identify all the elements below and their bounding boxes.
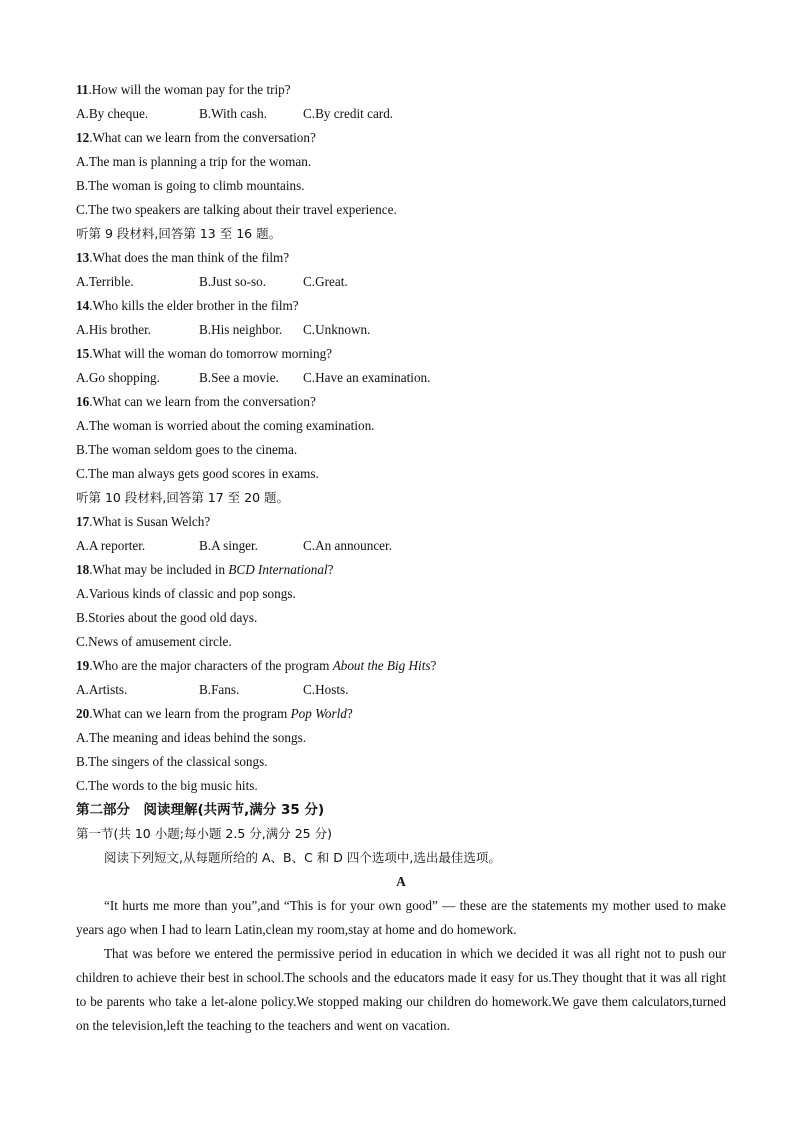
question-stem: .Who kills the elder brother in the film? xyxy=(89,298,299,313)
question-number: 12 xyxy=(76,130,90,145)
question-number: 14 xyxy=(76,298,90,313)
question-20 xyxy=(76,702,726,726)
question-number: 19 xyxy=(76,658,90,673)
question-12 xyxy=(76,126,726,150)
passage-paragraph-2 xyxy=(76,942,726,1038)
option-b: B.Stories about the good old days. xyxy=(76,610,258,625)
option-b: B.See a movie. xyxy=(199,370,279,385)
question-mark: ? xyxy=(346,706,353,721)
options-row xyxy=(76,534,726,558)
options-row xyxy=(76,270,726,294)
question-stem: .What is Susan Welch? xyxy=(89,514,211,529)
question-number: 20 xyxy=(76,706,90,721)
option-b: B.The woman seldom goes to the cinema. xyxy=(76,442,298,457)
question-stem: .What will the woman do tomorrow morning? xyxy=(89,346,333,361)
question-13 xyxy=(76,246,726,270)
option-c: C.The words to the big music hits. xyxy=(76,778,258,793)
question-15 xyxy=(76,342,726,366)
question-18 xyxy=(76,558,726,582)
option-c: C.News of amusement circle. xyxy=(76,634,232,649)
option-a: A.Terrible. xyxy=(76,274,134,289)
program-title: Pop World xyxy=(290,706,347,721)
program-title: BCD International xyxy=(228,562,328,577)
option-a: A.The meaning and ideas behind the songs. xyxy=(76,730,306,745)
reading-instruction: 阅读下列短文,从每题所给的 A、B、C 和 D 四个选项中,选出最佳选项。 xyxy=(104,850,501,865)
options-row xyxy=(76,318,726,342)
question-19 xyxy=(76,654,726,678)
question-number: 11 xyxy=(76,82,89,97)
section-one-title: 第一节(共 10 小题;每小题 2.5 分,满分 25 分) xyxy=(76,826,332,841)
question-number: 15 xyxy=(76,346,90,361)
option-c: C.Unknown. xyxy=(303,322,371,337)
question-11 xyxy=(76,78,726,102)
option-b: B.With cash. xyxy=(199,106,267,121)
option-b: B.Fans. xyxy=(199,682,240,697)
option-a: A.A reporter. xyxy=(76,538,146,553)
question-number: 13 xyxy=(76,250,90,265)
options-row xyxy=(76,366,726,390)
option-c: C.By credit card. xyxy=(303,106,394,121)
paragraph-text: “It hurts me more than you”,and “This is for your own good” — these are the statements my mother used to make years ago when I had to learn Latin,clean my room,stay at home and do homework. xyxy=(76,898,726,937)
question-mark: ? xyxy=(430,658,437,673)
question-stem: .What can we learn from the conversation? xyxy=(89,130,316,145)
option-a: A.The man is planning a trip for the woman. xyxy=(76,154,312,169)
paragraph-text: That was before we entered the permissive period in education in which we decided it was all right not to push our children to achieve their best in school.The schools and the educators made it easy for us.They thought that it was all right to be parents who take a let-alone policy.We stopped making our children do homework.We gave them calculators,turned on the television,left the teaching to the teachers and went on vacation. xyxy=(76,946,726,1033)
option-a: A.Artists. xyxy=(76,682,128,697)
option-b: B.The woman is going to climb mountains. xyxy=(76,178,305,193)
exam-page xyxy=(76,78,726,1038)
options-row xyxy=(76,102,726,126)
option-a: A.Various kinds of classic and pop songs. xyxy=(76,586,296,601)
question-14 xyxy=(76,294,726,318)
option-c: C.An announcer. xyxy=(303,538,392,553)
program-title: About the Big Hits xyxy=(332,658,431,673)
question-stem: .What may be included in xyxy=(89,562,229,577)
option-b: B.The singers of the classical songs. xyxy=(76,754,268,769)
question-stem: .What can we learn from the conversation? xyxy=(89,394,316,409)
question-mark: ? xyxy=(327,562,334,577)
option-a: A.Go shopping. xyxy=(76,370,160,385)
option-b: B.A singer. xyxy=(199,538,258,553)
option-a: A.By cheque. xyxy=(76,106,149,121)
listening-instruction-9: 听第 9 段材料,回答第 13 至 16 题。 xyxy=(76,226,282,241)
option-c: C.Great. xyxy=(303,274,348,289)
listening-instruction-10: 听第 10 段材料,回答第 17 至 20 题。 xyxy=(76,490,290,505)
question-17 xyxy=(76,510,726,534)
options-row xyxy=(76,678,726,702)
question-stem: .What can we learn from the program xyxy=(89,706,291,721)
question-number: 17 xyxy=(76,514,90,529)
question-16 xyxy=(76,390,726,414)
question-number: 18 xyxy=(76,562,90,577)
question-stem: .What does the man think of the film? xyxy=(89,250,290,265)
passage-paragraph-1 xyxy=(76,894,726,942)
question-stem: .Who are the major characters of the program xyxy=(89,658,333,673)
option-a: A.His brother. xyxy=(76,322,152,337)
option-a: A.The woman is worried about the coming examination. xyxy=(76,418,375,433)
question-number: 16 xyxy=(76,394,90,409)
option-b: B.Just so-so. xyxy=(199,274,267,289)
passage-label: A xyxy=(396,874,406,889)
part-two-title: 第二部分 阅读理解(共两节,满分 35 分) xyxy=(76,802,325,818)
option-c: C.The two speakers are talking about their travel experience. xyxy=(76,202,397,217)
option-c: C.Have an examination. xyxy=(303,370,431,385)
option-c: C.Hosts. xyxy=(303,682,349,697)
question-stem: .How will the woman pay for the trip? xyxy=(88,82,291,97)
option-c: C.The man always gets good scores in exams. xyxy=(76,466,319,481)
option-b: B.His neighbor. xyxy=(199,322,283,337)
